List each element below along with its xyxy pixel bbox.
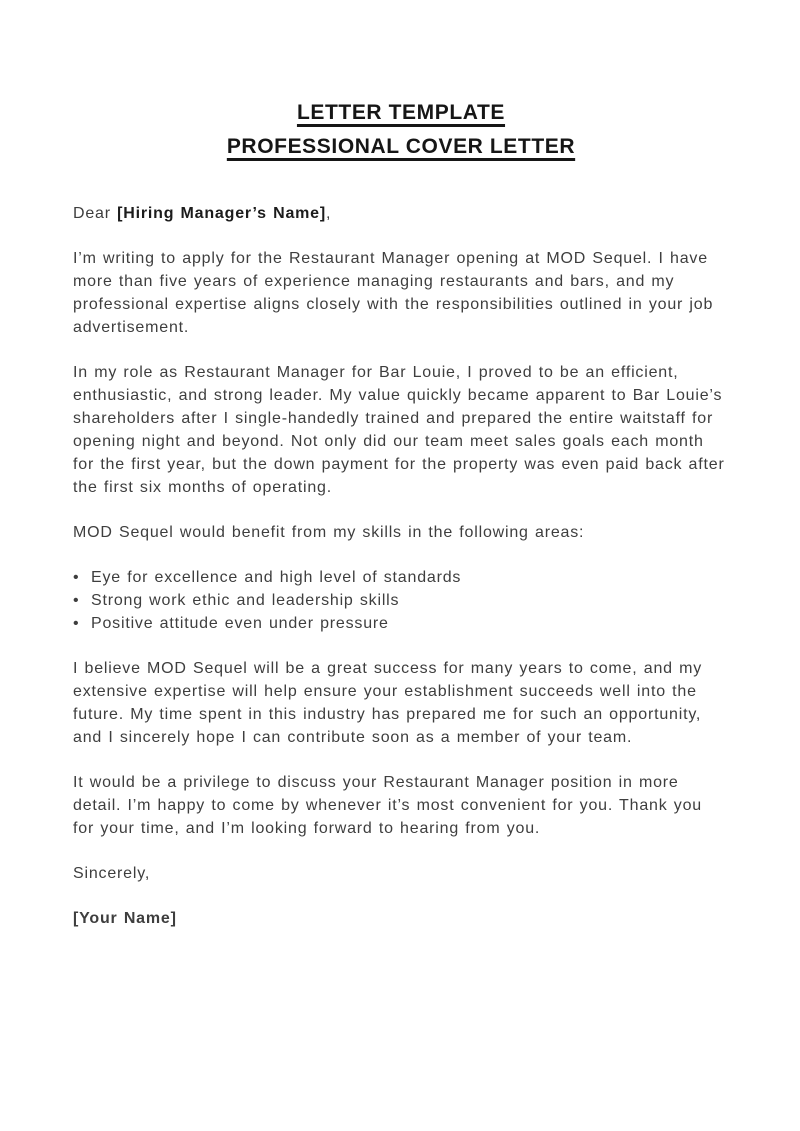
signature-name-placeholder: [Your Name] — [73, 910, 177, 927]
bullet-icon: • — [73, 592, 80, 609]
bullet-icon: • — [73, 615, 80, 632]
salutation-prefix: Dear — [73, 205, 118, 222]
paragraph-intro: I’m writing to apply for the Restaurant Manager opening at MOD Sequel. I have more than five years of experience managing restaurants and bars, and my professional expertise aligns closely with the responsibilities outlined in your job advertisement. — [73, 250, 714, 336]
letter-body — [73, 202, 729, 930]
document-title — [73, 96, 729, 164]
sign-off: Sincerely, — [73, 865, 151, 882]
document-title-line1: LETTER TEMPLATE — [296, 101, 506, 124]
skill-item-text: Eye for excellence and high level of standards — [91, 569, 462, 586]
paragraph-closing: It would be a privilege to discuss your Restaurant Manager position in more detail. I’m happy to come by whenever it’s most convenient for you. Thank you for your time, and I’m looking forward to hearing from you. — [73, 774, 702, 837]
bullet-icon: • — [73, 569, 80, 586]
paragraph-skills-intro: MOD Sequel would benefit from my skills in the following areas: — [73, 524, 585, 541]
salutation-line — [73, 202, 729, 225]
salutation-suffix: , — [326, 205, 332, 222]
skill-item — [73, 566, 729, 589]
skill-item-text: Strong work ethic and leadership skills — [91, 592, 400, 609]
paragraph-experience: In my role as Restaurant Manager for Bar Louie, I proved to be an efficient, enthusiastic, and strong leader. My value quickly became apparent to Bar Louie’s shareholders after I single-handedly trained and prepared the entire waitstaff for opening night and beyond. Not only did our team meet sales goals each month for the first year, but the down payment for the property was even paid back after the first six months of operating. — [73, 364, 725, 496]
paragraph-belief: I believe MOD Sequel will be a great success for many years to come, and my extensive expertise will help ensure your establishment succeeds well into the future. My time spent in this industry has prepared me for such an opportunity, and I sincerely hope I can contribute soon as a member of your team. — [73, 660, 703, 746]
skill-item — [73, 612, 729, 635]
skill-item — [73, 589, 729, 612]
recipient-name-placeholder: [Hiring Manager’s Name] — [117, 205, 327, 222]
skills-list — [73, 566, 729, 635]
document-title-line2: PROFESSIONAL COVER LETTER — [226, 135, 576, 158]
skill-item-text: Positive attitude even under pressure — [91, 615, 389, 632]
